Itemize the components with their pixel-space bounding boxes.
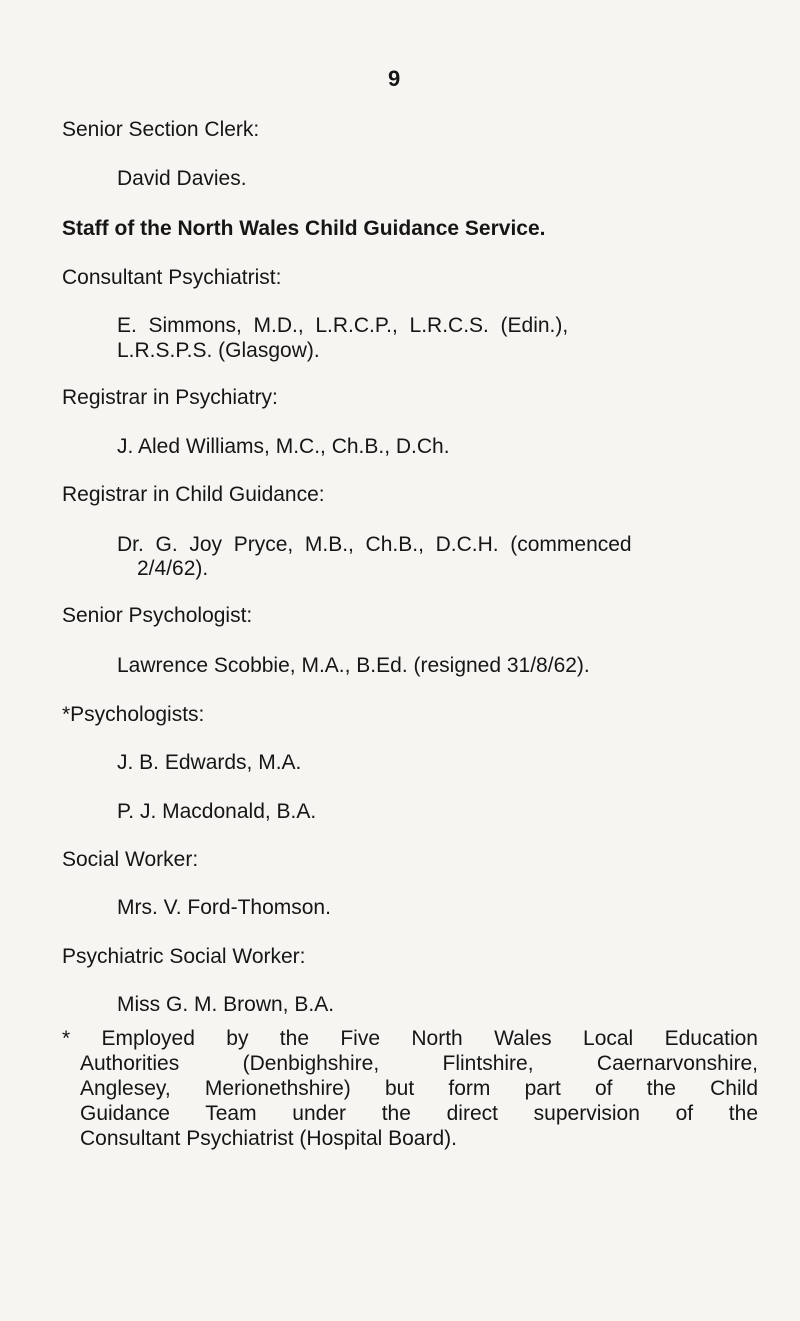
footnote-line: Guidance Team under the direct supervision of the: [80, 1102, 758, 1125]
registrar-child-guidance-name-line1: Dr. G. Joy Pryce, M.B., Ch.B., D.C.H. (commenced: [117, 533, 632, 556]
psychiatric-social-worker-label: Psychiatric Social Worker:: [62, 945, 306, 968]
senior-psychologist-label: Senior Psychologist:: [62, 604, 253, 627]
senior-section-clerk-name: David Davies.: [117, 167, 247, 190]
psychologist-name: P. J. Macdonald, B.A.: [117, 800, 317, 823]
footnote-line: Authorities (Denbighshire, Flintshire, Caernarvonshire,: [80, 1052, 758, 1075]
social-worker-name: Mrs. V. Ford-Thomson.: [117, 896, 331, 919]
psychologists-label: *Psychologists:: [62, 703, 205, 726]
footnote: [62, 1026, 758, 1151]
consultant-psychiatrist-name-line1: E. Simmons, M.D., L.R.C.P., L.R.C.S. (Edin.),: [117, 314, 569, 337]
footnote-line: Anglesey, Merionethshire) but form part of the Child: [80, 1077, 758, 1100]
social-worker-label: Social Worker:: [62, 848, 199, 871]
consultant-psychiatrist-name-line2: L.R.S.P.S. (Glasgow).: [117, 339, 320, 362]
registrar-psychiatry-name: J. Aled Williams, M.C., Ch.B., D.Ch.: [117, 435, 450, 458]
registrar-child-guidance-name-line2: 2/4/62).: [137, 557, 209, 580]
registrar-psychiatry-label: Registrar in Psychiatry:: [62, 386, 278, 409]
footnote-line: Consultant Psychiatrist (Hospital Board).: [80, 1127, 457, 1150]
consultant-psychiatrist-label: Consultant Psychiatrist:: [62, 266, 282, 289]
footnote-line: * Employed by the Five North Wales Local Education: [62, 1027, 758, 1050]
senior-section-clerk-label: Senior Section Clerk:: [62, 118, 260, 141]
psychologist-name: J. B. Edwards, M.A.: [117, 751, 302, 774]
registrar-child-guidance-label: Registrar in Child Guidance:: [62, 483, 325, 506]
psychiatric-social-worker-name: Miss G. M. Brown, B.A.: [117, 993, 335, 1016]
senior-psychologist-name: Lawrence Scobbie, M.A., B.Ed. (resigned 31/8/62).: [117, 654, 590, 677]
page-number: 9: [388, 66, 401, 91]
staff-heading: Staff of the North Wales Child Guidance Service.: [62, 217, 546, 240]
